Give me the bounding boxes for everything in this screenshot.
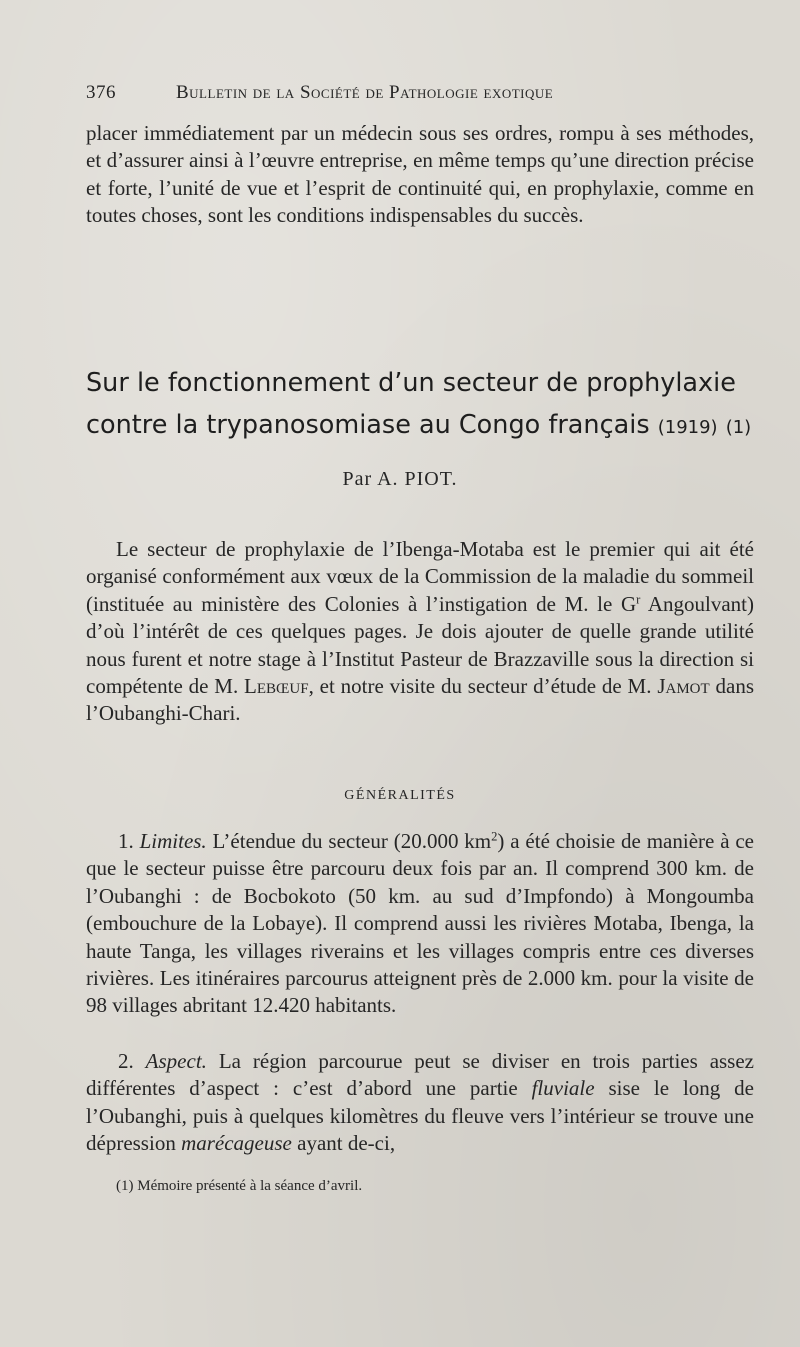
section-heading: GÉNÉRALITÉS	[344, 788, 456, 803]
item-2-aspect	[86, 1048, 754, 1158]
para1-text-d: dans l’Oubanghi-Chari.	[86, 674, 755, 726]
article-title	[86, 362, 766, 449]
item2-number: 2.	[118, 1049, 134, 1073]
footnote-reference: (1)	[725, 417, 752, 438]
item1-text-b: ) a été choisie de manière à ce que le secteur puisse être parcouru deux fois par an. Il comprend 300 km. de l’Oubanghi : de Bocbokoto (50 km. au sud d’Impfondo) à Mongoumba (embouchure de la Lobaye). Il comprend aussi les rivières Motaba, Ibenga, la haute Tanga, les villages riverains et les villages compris entre ces diverses rivières. Les itinéraires parcourus atteignent près de 2.000 km. pour la visite de 98 villages abritant 12.420 habitants.	[86, 829, 754, 1018]
item1-text-a: L’étendue du secteur (20.000 km	[206, 829, 492, 853]
item1-superscript: 2	[491, 829, 498, 844]
item2-marecageuse: marécageuse	[181, 1131, 292, 1156]
footnote: (1) Mémoire présenté à la séance d’avril.	[116, 1178, 363, 1194]
para1-text-c: , et notre visite du secteur d’étude de M.	[308, 674, 658, 699]
journal-title: Bulletin de la Société de Pathologie exotique	[176, 82, 554, 103]
title-line-2-text: contre la trypanosomiase au Congo français	[86, 410, 650, 440]
para1-text-b: Angoulvant) d’où l’intérêt de ces quelques pages. Je dois ajouter de quelle grande utilité nous furent et notre stage à l’Institut Pasteur de Brazzaville sous la direction si compétente de M.	[86, 591, 754, 699]
item2-fluviale: fluviale	[531, 1076, 595, 1101]
para1-superscript: r	[636, 592, 641, 607]
item2-text-b: sise le long de l’Oubanghi, puis à quelques kilomètres du fleuve vers l’intérieur se trouve une dépression	[86, 1076, 754, 1156]
title-line-1: Sur le fonctionnement d’un secteur de prophylaxie	[86, 368, 736, 398]
item2-label: Aspect.	[145, 1049, 207, 1073]
para1-name-jamot: Jamot	[657, 674, 710, 699]
page-number: 376	[86, 82, 116, 103]
item2-text-a: La région parcourue peut se diviser en trois parties assez différentes d’aspect : c’est d’abord une partie	[86, 1049, 754, 1101]
intro-paragraph: placer immédiatement par un médecin sous ses ordres, rompu à ses méthodes, et d’assurer ainsi à l’œuvre entreprise, en même temps qu’une direction précise et forte, l’unité de vue et l’esprit de continuité qui, en prophylaxie, comme en toutes choses, sont les conditions indispensables du succès.	[86, 121, 754, 228]
item1-number: 1.	[118, 829, 134, 853]
author-byline: Par A. PIOT.	[342, 468, 458, 490]
title-year: (1919)	[657, 417, 718, 438]
para1-text-a: Le secteur de prophylaxie de l’Ibenga-Motaba est le premier qui ait été organisé conformément aux vœux de la Commission de la maladie du sommeil (instituée au ministère des Colonies à l’instigation de M. le G	[86, 537, 754, 616]
item2-text-c: ayant de-ci,	[291, 1131, 396, 1156]
item-1-limites	[86, 828, 754, 1020]
item1-label: Limites.	[139, 829, 207, 853]
body-paragraph-1	[86, 536, 754, 728]
title-line-2	[86, 404, 766, 449]
para1-name-leboeuf: Lebœuf	[244, 674, 309, 699]
